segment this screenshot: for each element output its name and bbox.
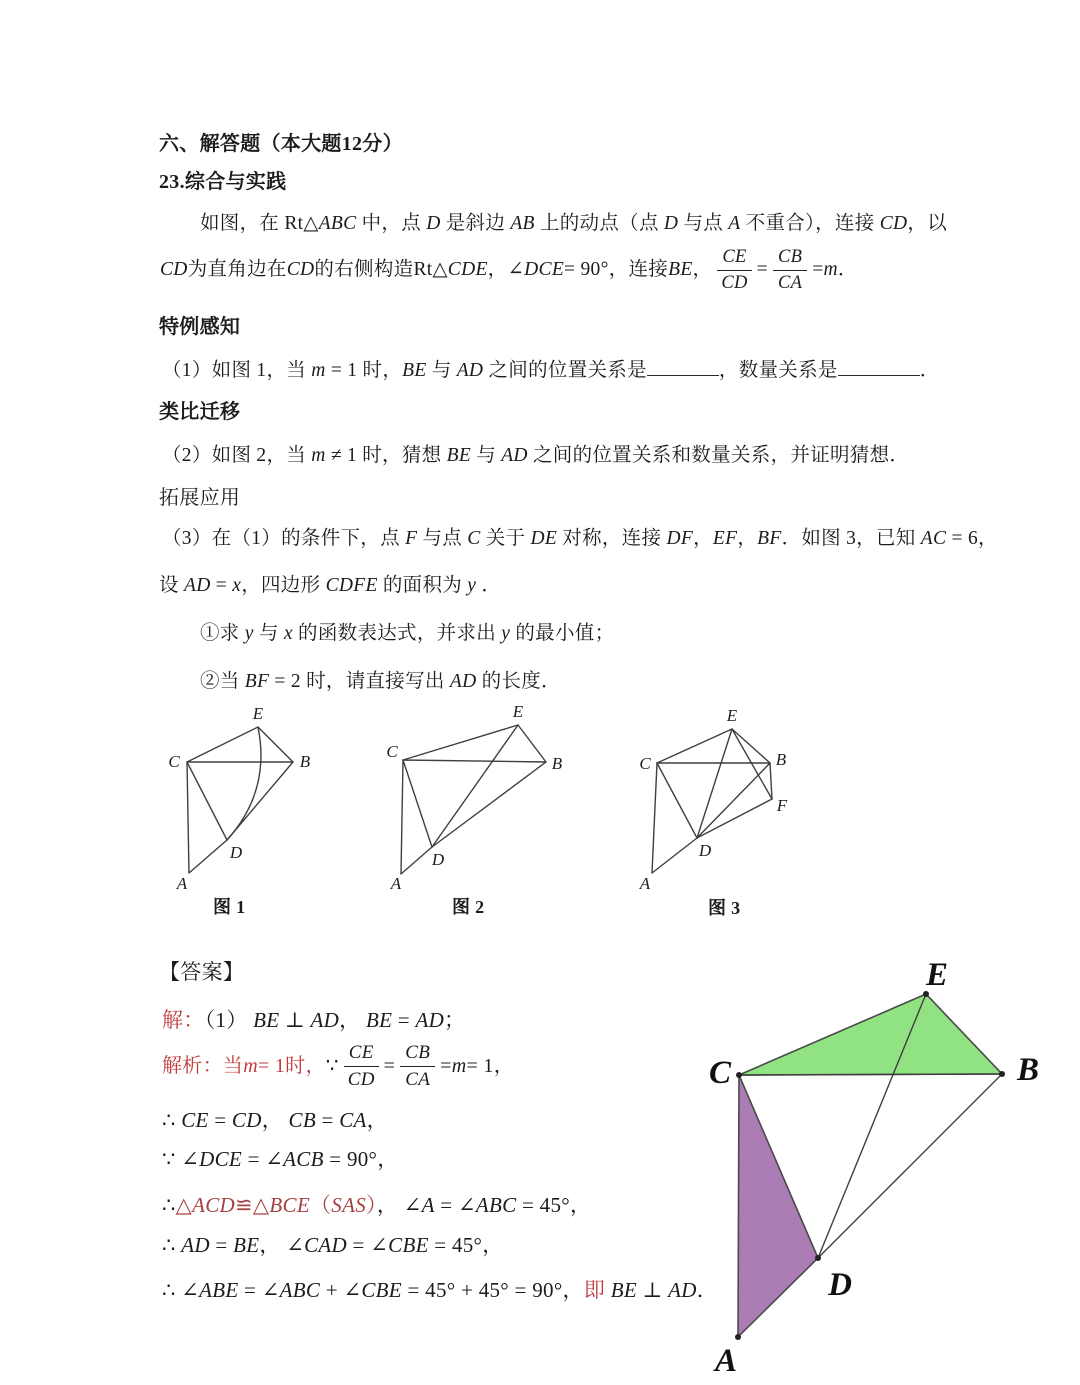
ef-line: [732, 729, 772, 799]
question-3-sub-1: ①求 y 与 x 的函数表达式，并求出 y 的最小值；: [200, 623, 615, 644]
answer-line-7: ∴ ∠ABE = ∠ABC + ∠CBE = 45° + 45° = 90°，即 BE ⊥ AD．: [162, 1278, 719, 1302]
question-2: （2）如图 2，当 m ≠ 1 时，猜想 BE 与 AD 之间的位置关系和数量关系，并证明猜想．: [162, 445, 910, 466]
ed-line: [697, 729, 732, 838]
ce-eb-lines: [187, 727, 293, 762]
vertex-label-d: D: [698, 841, 712, 860]
subheading-special-case: 特例感知: [159, 316, 241, 338]
figure-3: [633, 703, 788, 903]
db-line: [818, 1074, 1002, 1258]
problem-statement-line-1: 如图，在 Rt△ABC 中，点 D 是斜边 AB 上的动点（点 D 与点 A 不重合），连接 CD，以: [200, 213, 947, 234]
bf-line: [770, 763, 772, 799]
vertex-label-e: E: [726, 706, 738, 725]
vertex-label-a: A: [390, 874, 402, 893]
vertex-label-d: D: [229, 843, 243, 862]
vertex-label-f: F: [776, 796, 788, 815]
vertex-label-c: C: [168, 752, 180, 771]
answer-line-1: 解：（1） BE ⊥ AD， BE = AD；: [162, 1008, 466, 1032]
ce-eb-lines: [403, 725, 546, 762]
vertex-label-e: E: [252, 704, 264, 723]
figure-1: [165, 703, 315, 903]
answer-line-3: ∴ CE = CD， CB = CA，: [162, 1108, 388, 1132]
cb-line: [739, 1074, 1002, 1075]
figure-1-caption: 图 1: [213, 897, 246, 917]
vertex-label-a: A: [714, 1343, 738, 1379]
answer-figure: [690, 952, 1075, 1382]
triangle-acd-purple: [738, 1075, 818, 1337]
question-3-sub-2: ②当 BF = 2 时，请直接写出 AD 的长度．: [200, 671, 561, 692]
vertex-label-b: B: [299, 752, 311, 771]
vertex-label-c: C: [386, 742, 398, 761]
vertex-label-c: C: [708, 1055, 732, 1091]
triangle-bce-green: [739, 994, 1002, 1075]
answer-line-4: ∵ ∠DCE = ∠ACB = 90°，: [162, 1147, 399, 1171]
figure-2: [388, 703, 563, 903]
ce-eb-lines: [657, 729, 770, 763]
figure-2-caption: 图 2: [452, 897, 485, 917]
question-number-title: 23.综合与实践: [159, 171, 287, 193]
problem-statement-line-2: CD 为直角边在 CD 的右侧构造 Rt△ CDE ， ∠ DCE = 90° ，连接 BE ， $\frac{CE}{CD}$ = $\frac{CB}{CA}$ = m ．: [160, 245, 858, 293]
vertex-label-e: E: [925, 957, 949, 993]
question-3-line-2: 设 AD = x，四边形 CDFE 的面积为 y ．: [159, 575, 502, 596]
subheading-extension: 拓展应用: [159, 487, 241, 509]
triangle-abc-outline: [401, 760, 546, 874]
vertex-label-d: D: [828, 1267, 852, 1303]
vertex-label-a: A: [639, 874, 651, 893]
vertex-label-a: A: [176, 874, 188, 893]
vertex-dot-d: [815, 1255, 821, 1261]
ed-line: [227, 727, 261, 840]
vertex-label-b: B: [775, 750, 787, 769]
answer-line-2: 解析：当 m = 1 时， ∵ $\frac{CE}{CD}$ = $\frac{CB}{CA}$ = m = 1 ，: [162, 1042, 514, 1090]
cd-line: [657, 763, 697, 838]
answer-line-5: ∴△ACD≌△BCE（SAS）， ∠A = ∠ABC = 45°，: [162, 1193, 592, 1217]
cd-line: [403, 760, 432, 847]
vertex-label-c: C: [639, 754, 651, 773]
question-3-line-1: （3）在（1）的条件下，点 F 与点 C 关于 DE 对称，连接 DF，EF，BF．如图 3，已知 AC = 6，: [162, 528, 998, 549]
question-1: （1）如图 1，当 m = 1 时，BE 与 AD 之间的位置关系是 ，数量关系是 ．: [162, 355, 940, 384]
vertex-dot-b: [999, 1071, 1005, 1077]
answer-heading: 【答案】: [159, 960, 245, 984]
vertex-label-d: D: [431, 850, 445, 869]
vertex-label-b: B: [551, 754, 563, 773]
section-heading: 六、解答题（本大题12分）: [159, 133, 403, 155]
vertex-dot-a: [735, 1334, 741, 1340]
ed-line: [432, 725, 518, 847]
answer-line-6: ∴ AD = BE， ∠CAD = ∠CBE = 45°，: [162, 1233, 504, 1257]
vertex-label-b: B: [1016, 1052, 1040, 1088]
vertex-dot-c: [736, 1072, 742, 1078]
subheading-analogy: 类比迁移: [159, 401, 241, 423]
vertex-label-e: E: [512, 702, 524, 721]
figure-3-caption: 图 3: [708, 898, 741, 918]
cd-line: [187, 762, 227, 840]
